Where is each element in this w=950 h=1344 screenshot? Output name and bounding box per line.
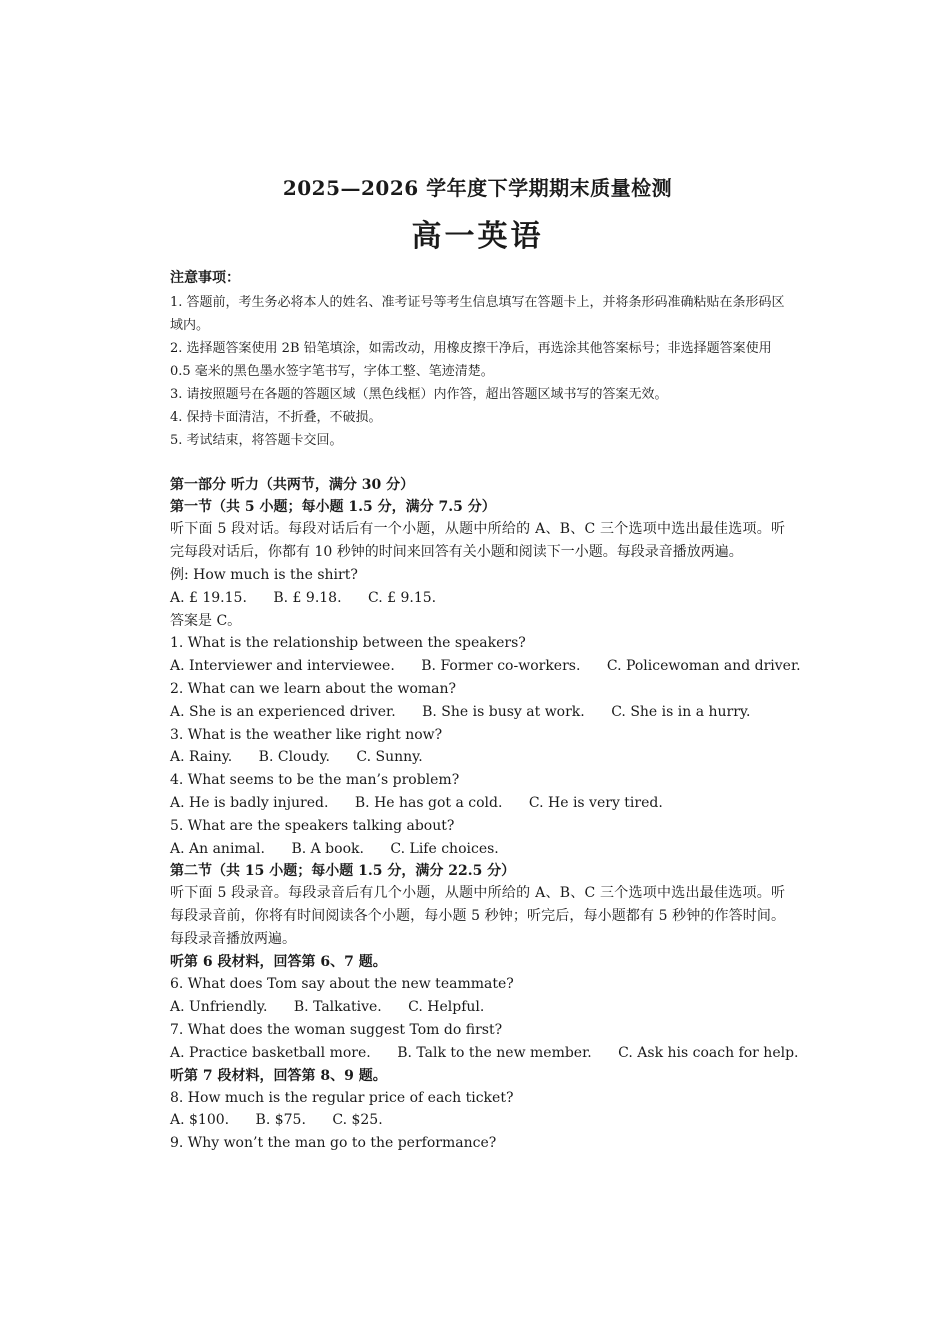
material-7-heading: 听第 7 段材料，回答第 8、9 题。 xyxy=(170,1067,387,1084)
exam-title: 2025—2026 学年度下学期期末质量检测 xyxy=(282,176,673,200)
option: C. $25. xyxy=(332,1112,383,1129)
option: A. Interviewer and interviewee. xyxy=(170,658,395,675)
option: A. Practice basketball more. xyxy=(170,1044,371,1061)
option: B. Former co-workers. xyxy=(421,658,581,675)
option: C. Ask his coach for help. xyxy=(618,1044,799,1061)
option: C. £ 9.15. xyxy=(367,589,437,606)
option: B. A book. xyxy=(291,840,364,857)
question-6: 6. What does Tom say about the new teammate? xyxy=(170,976,514,993)
notice-item-5: 5. 考试结束，将答题卡交回。 xyxy=(170,433,343,448)
exam-content xyxy=(170,172,801,1155)
section1-instructions: 听下面 5 段对话。每段对话后有一个小题，从题中所给的 A、B、C 三个选项中选出最佳选项。听完每段对话后，你都有 10 秒钟的时间来回答有关小题和阅读下一小题。每段录音播放两遍。 xyxy=(170,521,785,560)
part1-heading: 第一部分 听力（共两节，满分 30 分） xyxy=(170,477,415,493)
question-5-options xyxy=(170,838,785,861)
notices xyxy=(170,267,785,452)
notices-heading: 注意事项： xyxy=(170,270,240,286)
option: A. An animal. xyxy=(170,840,265,857)
question-5: 5. What are the speakers talking about? xyxy=(170,817,455,834)
question-3: 3. What is the weather like right now? xyxy=(170,726,443,743)
option: B. He has got a cold. xyxy=(354,794,503,811)
example-options xyxy=(170,587,785,610)
option: A. She is an experienced driver. xyxy=(170,703,396,720)
option: A. He is badly injured. xyxy=(170,794,329,811)
question-2-options xyxy=(170,701,785,724)
question-8-options xyxy=(170,1109,785,1132)
section2-heading: 第二节（共 15 小题；每小题 1.5 分，满分 22.5 分） xyxy=(170,863,516,880)
option: C. Life choices. xyxy=(390,840,499,857)
question-9: 9. Why won’t the man go to the performance? xyxy=(170,1135,497,1152)
option: B. She is busy at work. xyxy=(422,703,585,720)
option: C. Helpful. xyxy=(408,999,485,1016)
option: B. $75. xyxy=(255,1112,306,1129)
option: B. Talk to the new member. xyxy=(397,1044,592,1061)
question-8: 8. How much is the regular price of each ticket? xyxy=(170,1089,514,1106)
option: A. Rainy. xyxy=(170,749,233,766)
material-6-heading: 听第 6 段材料，回答第 6、7 题。 xyxy=(170,954,387,971)
option: A. £ 19.15. xyxy=(170,589,247,606)
question-4-options xyxy=(170,792,785,815)
notice-item-3: 3. 请按照题号在各题的答题区域（黑色线框）内作答，超出答题区域书写的答案无效。 xyxy=(170,387,668,402)
section1-heading: 第一节（共 5 小题；每小题 1.5 分，满分 7.5 分） xyxy=(170,499,496,515)
notice-item-4: 4. 保持卡面清洁，不折叠，不破损。 xyxy=(170,410,382,425)
example-answer: 答案是 C。 xyxy=(170,612,242,629)
option: C. Policewoman and driver. xyxy=(606,658,801,675)
option: A. Unfriendly. xyxy=(170,999,268,1016)
question-1: 1. What is the relationship between the speakers? xyxy=(170,635,526,652)
notice-item-1: 1. 答题前，考生务必将本人的姓名、准考证号等考生信息填写在答题卡上，并将条形码准确粘贴在条形码区域内。 xyxy=(170,295,785,333)
question-4: 4. What seems to be the man’s problem? xyxy=(170,772,460,789)
question-7: 7. What does the woman suggest Tom do first? xyxy=(170,1021,503,1038)
example-question: 例: How much is the shirt? xyxy=(170,567,358,583)
section2-instructions: 听下面 5 段录音。每段录音后有几个小题，从题中所给的 A、B、C 三个选项中选出最佳选项。听每段录音前，你将有时间阅读各个小题，每小题 5 秒钟；听完后，每小题都有 5 秒钟的作答时间。每段录音播放两遍。 xyxy=(170,885,785,948)
option: B. Talkative. xyxy=(293,999,382,1016)
notice-item-2: 2. 选择题答案使用 2B 铅笔填涂，如需改动，用橡皮擦干净后，再选涂其他答案标号；非选择题答案使用 0.5 毫米的黑色墨水签字笔书写，字体工整、笔迹清楚。 xyxy=(170,341,772,379)
option: C. She is in a hurry. xyxy=(611,703,751,720)
option: B. £ 9.18. xyxy=(273,589,342,606)
question-7-options xyxy=(170,1042,799,1065)
question-6-options xyxy=(170,996,785,1019)
option: C. Sunny. xyxy=(356,749,423,766)
option: A. $100. xyxy=(170,1112,230,1129)
option: C. He is very tired. xyxy=(528,794,663,811)
question-1-options xyxy=(170,655,801,678)
subject-title: 高一英语 xyxy=(411,219,544,254)
question-3-options xyxy=(170,746,785,769)
question-2: 2. What can we learn about the woman? xyxy=(170,680,457,697)
option: B. Cloudy. xyxy=(258,749,330,766)
